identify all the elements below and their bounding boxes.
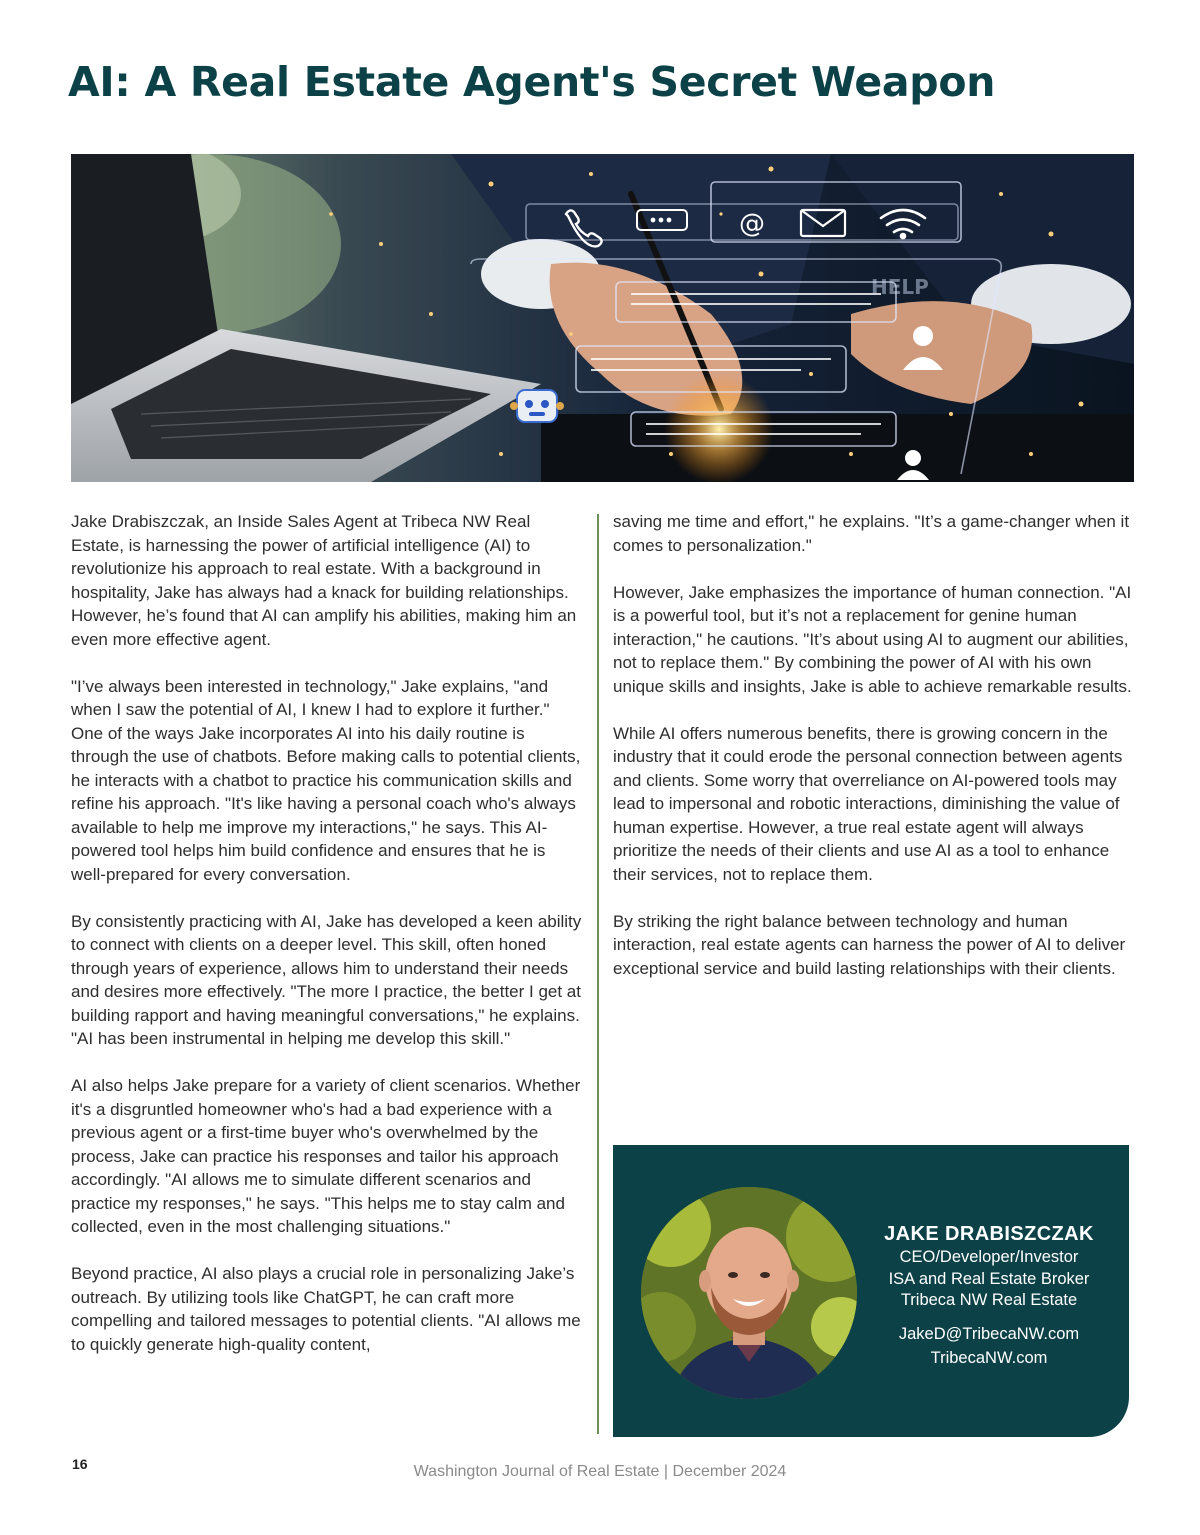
- paragraph: However, Jake emphasizes the importance of human connection. "AI is a powerful tool, but it’s not a replacement for genine human interaction," he cautions. "It’s about using AI to augment our abilities, not to replace them." By combining the power of AI with his own unique skills and insights, Jake is able to achieve remarkable results.: [613, 582, 1132, 696]
- author-title: CEO/Developer/Investor: [899, 1248, 1079, 1266]
- paragraph: Jake Drabiszczak, an Inside Sales Agent at Tribeca NW Real Estate, is harnessing the power of artificial intelligence (AI) to revolutionize his approach to real estate. With a background in hospitality, Jake has always had a knack for building relationships. However, he’s found that AI can amplify his abilities, making him an even more effective agent.: [71, 512, 577, 649]
- avatar: [641, 1187, 857, 1399]
- help-label: HELP: [871, 275, 929, 299]
- article-title: AI: A Real Estate Agent's Secret Weapon: [68, 58, 996, 106]
- paragraph: By consistently practicing with AI, Jake has developed a keen ability to connect with clients on a deeper level. This skill, often honed through years of experience, allows him to understand their needs and desires more effectively. "The more I practice, the better I get at building rapport and having meaningful conversations," he explains. "AI has been instrumental in helping me develop this skill.": [71, 911, 582, 1048]
- paragraph: saving me time and effort," he explains. "It’s a game-changer when it comes to personalization.": [613, 512, 1130, 555]
- paragraph: While AI offers numerous benefits, there is growing concern in the industry that it could erode the personal connection between agents and clients. Some worry that overreliance on AI-powered tools may lead to impersonal and robotic interactions, diminishing the value of human expertise. However, a true real estate agent will always prioritize the needs of their clients and use AI as a tool to enhance their services, not to replace them.: [613, 723, 1123, 884]
- footer-publication: Washington Journal of Real Estate | December 2024: [413, 1463, 787, 1480]
- author-name: JAKE DRABISZCZAK: [884, 1223, 1094, 1245]
- article-column-right: [613, 510, 1133, 1004]
- at-sign-icon: @: [739, 209, 765, 239]
- paragraph: By striking the right balance between technology and human interaction, real estate agents can harness the power of AI to deliver exceptional service and build lasting relationships with their clients.: [613, 911, 1126, 978]
- robot-icon: [510, 390, 564, 422]
- hero-image: [71, 154, 1134, 482]
- author-bio-card: [613, 1145, 1129, 1437]
- page-number: 16: [72, 1456, 88, 1472]
- article-column-left: [71, 510, 583, 1380]
- author-website-link[interactable]: TribecaNW.com: [930, 1348, 1048, 1367]
- paragraph: Beyond practice, AI also plays a crucial role in personalizing Jake’s outreach. By utilizing tools like ChatGPT, he can craft more compelling and tailored messages to potential clients. "AI allows me to quickly generate high-quality content,: [71, 1264, 581, 1354]
- author-title: ISA and Real Estate Broker: [888, 1269, 1090, 1288]
- column-divider: [597, 514, 599, 1434]
- author-company: Tribeca NW Real Estate: [900, 1291, 1078, 1309]
- author-email-link[interactable]: JakeD@TribecaNW.com: [898, 1324, 1080, 1343]
- paragraph: "I’ve always been interested in technology," Jake explains, "and when I saw the potential of AI, I knew I had to explore it further." One of the ways Jake incorporates AI into his daily routine is through the use of chatbots. Before making calls to potential clients, he interacts with a chatbot to practice his communication skills and refine his approach. "It's like having a personal coach who's always available to help me improve my interactions," he says. This AI-powered tool helps him build confidence and ensures that he is well-prepared for every conversation.: [71, 676, 581, 884]
- paragraph: AI also helps Jake prepare for a variety of client scenarios. Whether it's a disgruntled homeowner who's had a bad experience with a previous agent or a first-time buyer who's overwhelmed by the process, Jake can practice his responses and tailor his approach accordingly. "AI allows me to simulate different scenarios and practice my responses," he says. "This helps me to stay calm and collected, even in the most challenging situations.": [71, 1076, 581, 1236]
- bio-details: [871, 1221, 1107, 1370]
